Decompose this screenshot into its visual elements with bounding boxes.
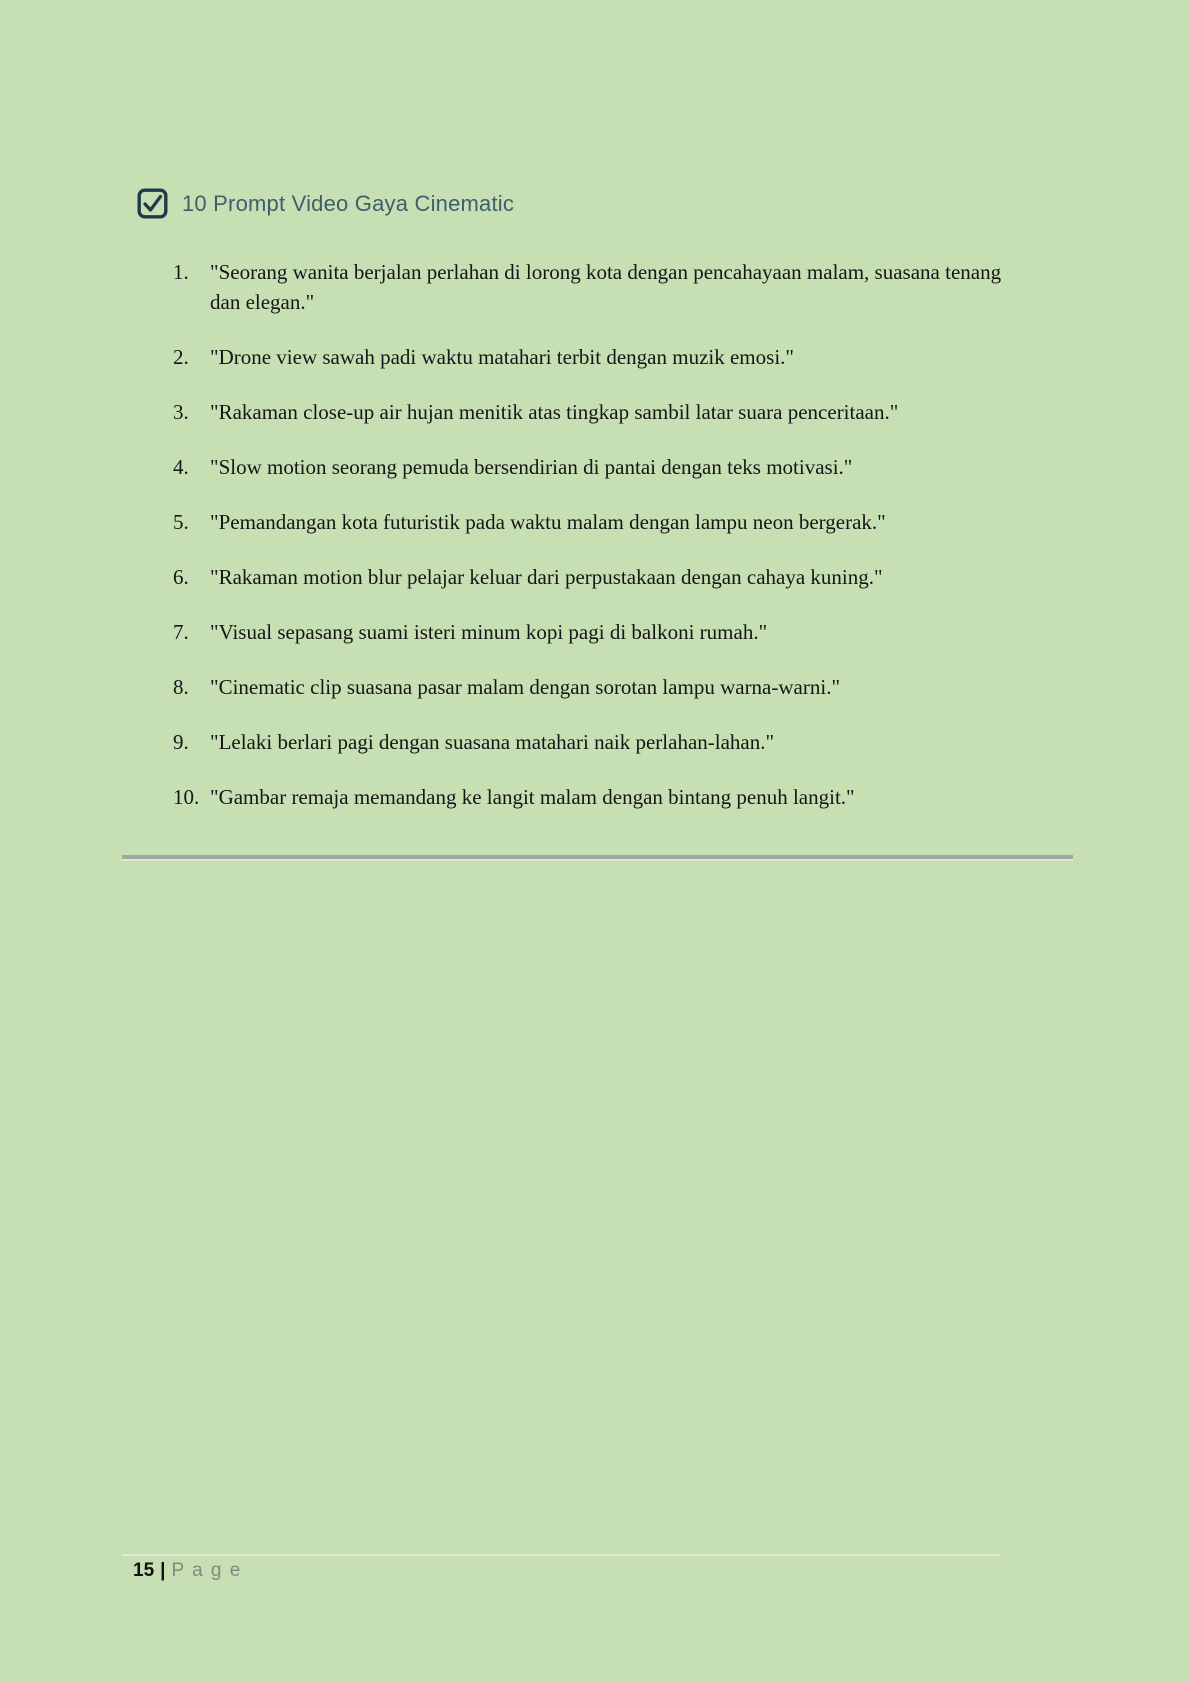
list-item [171,342,1051,372]
list-item-text: "Pemandangan kota futuristik pada waktu malam dengan lampu neon bergerak." [210,510,886,534]
footer-pipe: | [160,1560,166,1581]
prompt-list [171,257,1051,837]
list-item [171,397,1051,427]
list-item-number: 8. [173,675,189,699]
list-item [171,257,1051,317]
page-label: P a g e [171,1560,242,1581]
list-item-number: 4. [173,455,189,479]
list-item-text: "Seorang wanita berjalan perlahan di lorong kota dengan pencahayaan malam, suasana tenang dan elegan." [210,260,1002,314]
list-item [171,727,1051,757]
list-item-number: 6. [173,565,189,589]
list-item-text: "Lelaki berlari pagi dengan suasana matahari naik perlahan-lahan." [210,730,775,754]
checkbox-checked-icon [137,188,168,219]
list-item [171,617,1051,647]
list-item-text: "Rakaman motion blur pelajar keluar dari perpustakaan dengan cahaya kuning." [210,565,883,589]
list-item-number: 3. [173,400,189,424]
list-item [171,452,1051,482]
list-item-text: "Slow motion seorang pemuda bersendirian di pantai dengan teks motivasi." [210,455,853,479]
footer-separator-line [122,1554,1000,1556]
list-item [171,782,1051,812]
page-footer [133,1560,242,1582]
horizontal-divider [122,855,1073,861]
list-item-number: 5. [173,510,189,534]
list-item-text: "Visual sepasang suami isteri minum kopi pagi di balkoni rumah." [210,620,768,644]
list-item [171,562,1051,592]
list-item [171,672,1051,702]
list-item-text: "Gambar remaja memandang ke langit malam dengan bintang penuh langit." [210,785,855,809]
section-title: 10 Prompt Video Gaya Cinematic [182,190,515,216]
list-item-number: 10. [173,785,200,809]
list-item [171,507,1051,537]
list-item-number: 7. [173,620,189,644]
list-item-number: 2. [173,345,189,369]
list-item-text: "Drone view sawah padi waktu matahari terbit dengan muzik emosi." [210,345,794,369]
list-item-number: 9. [173,730,189,754]
list-item-text: "Cinematic clip suasana pasar malam dengan sorotan lampu warna-warni." [210,675,841,699]
list-item-text: "Rakaman close-up air hujan menitik atas tingkap sambil latar suara penceritaan." [210,400,899,424]
list-item-number: 1. [173,260,189,284]
section-heading [137,188,514,219]
page-number: 15 [133,1560,155,1581]
